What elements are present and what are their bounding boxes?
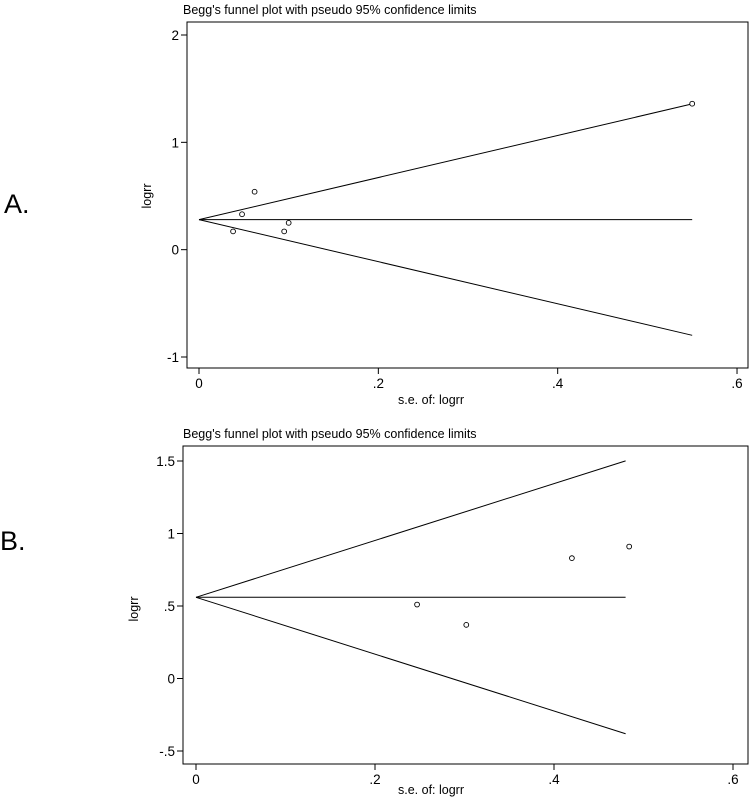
chart-title: Begg's funnel plot with pseudo 95% confidence limits [183, 427, 477, 441]
y-tick-label: 0 [171, 242, 179, 258]
x-tick-label: .4 [552, 376, 564, 391]
x-tick-label: .4 [548, 772, 560, 787]
panel-label: B. [0, 526, 26, 556]
x-axis-label: s.e. of: logrr [398, 393, 464, 407]
study-point [690, 101, 695, 106]
x-axis-label: s.e. of: logrr [398, 783, 464, 797]
y-tick-label: -.5 [159, 744, 175, 759]
y-tick-label: 1 [167, 526, 175, 542]
study-point [231, 229, 236, 234]
study-point [570, 556, 575, 561]
y-tick-label: 1.5 [156, 454, 175, 469]
study-point [252, 189, 257, 194]
y-tick-label: 1 [171, 135, 179, 151]
x-tick-label: .6 [727, 772, 739, 787]
y-tick-label: -1 [166, 350, 179, 365]
y-axis-label: logrr [140, 183, 154, 209]
x-tick-label: 0 [192, 772, 200, 787]
x-tick-label: .6 [731, 376, 743, 391]
study-point [464, 622, 469, 627]
study-point [282, 229, 287, 234]
study-point [627, 544, 632, 549]
study-point [415, 602, 420, 607]
y-tick-label: 0 [167, 671, 175, 687]
x-tick-label: .2 [369, 772, 381, 787]
chart-title: Begg's funnel plot with pseudo 95% confidence limits [183, 3, 477, 17]
study-point [240, 212, 245, 217]
x-tick-label: .2 [372, 376, 384, 391]
study-point [286, 220, 291, 225]
panel-label: A. [4, 189, 30, 219]
y-axis-label: logrr [127, 596, 141, 622]
y-tick-label: .5 [163, 599, 175, 614]
x-tick-label: 0 [195, 376, 203, 391]
y-tick-label: 2 [171, 28, 179, 43]
